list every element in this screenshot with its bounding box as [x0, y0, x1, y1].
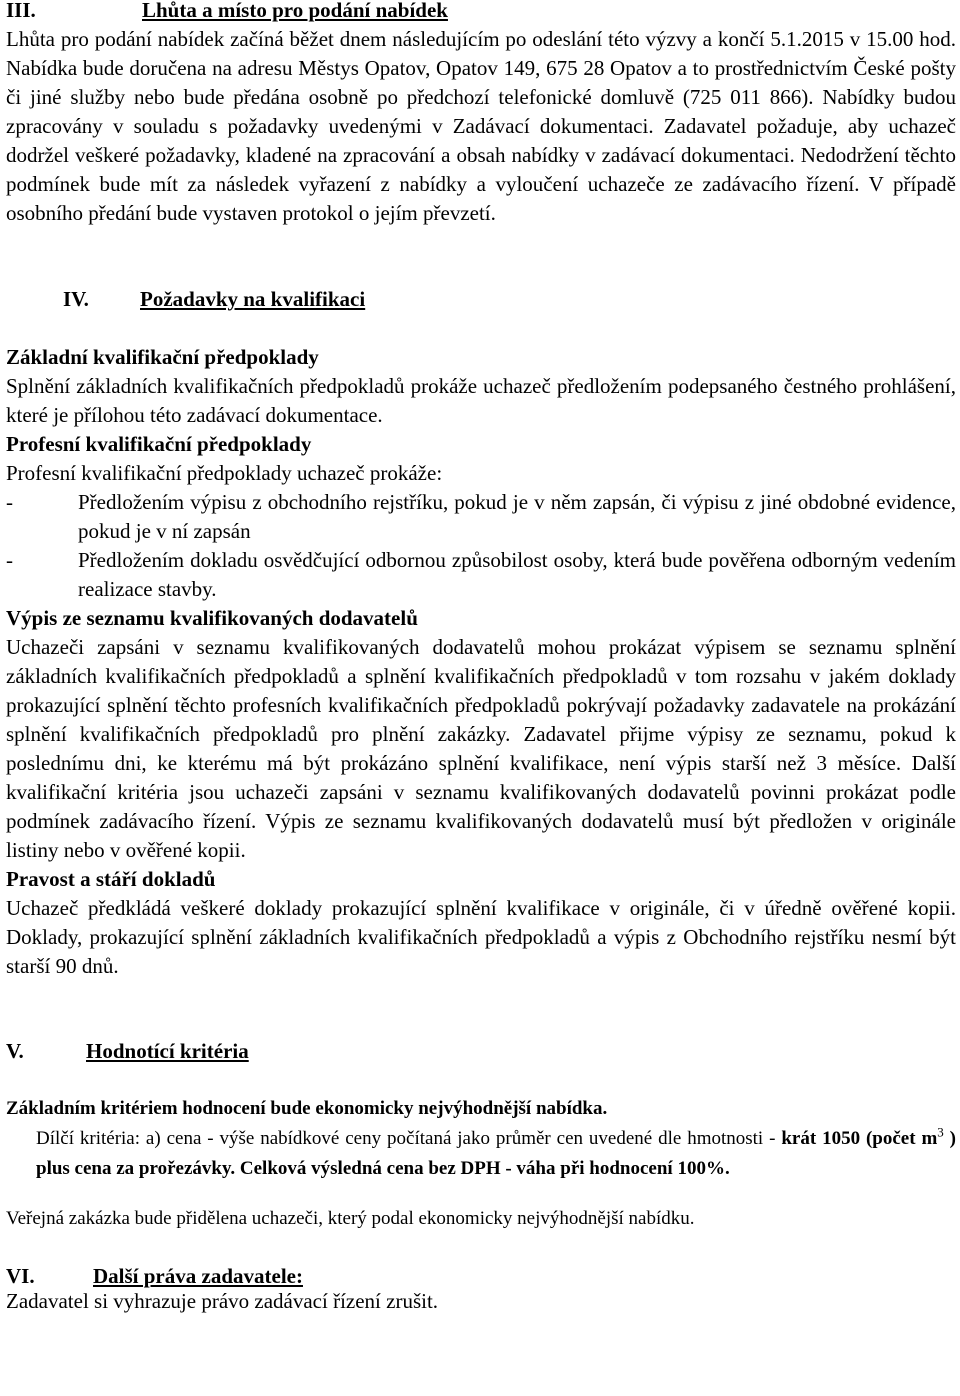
deadline-paragraph: Lhůta pro podání nabídek začíná běžet dnem následujícím po odeslání této výzvy a končí 5.1.2015 v 15.00 hod. Nabídka bude doručena na adresu Městys Opatov, Opatov 149, 675 28 Opatov a to prostřednictvím České pošty či jiné služby nebo bude předána osobně po předchozí telefonické domluvě (725 011 866). Nabídky budou zpracovány v souladu s požadavky uvedenými v Zadávací dokumentaci. Zadavatel požaduje, aby uchazeč dodržel veškeré požadavky, kladené na zpracování a obsah nabídky v zadávací dokumentaci. Nedodržení těchto podmínek bude mít za následek vyřazení z nabídky a vyloučení uchazeče ze zadávacího řízení. V případě osobního předání bude vystaven protokol o jejím převzetí. [6, 27, 956, 225]
section-title: Hodnotící kritéria [86, 1039, 249, 1063]
section-4-heading [6, 285, 956, 314]
professional-qualification-intro: Profesní kvalifikační předpoklady uchazeč prokáže: [6, 461, 443, 485]
dash-bullet: - [6, 548, 13, 572]
section-number: IV. [63, 287, 89, 311]
professional-qualification-heading: Profesní kvalifikační předpoklady [6, 432, 312, 456]
basic-qualification-heading: Základní kvalifikační předpoklady [6, 345, 319, 369]
section-title: Požadavky na kvalifikaci [140, 287, 366, 311]
list-item-text: Předložením výpisu z obchodního rejstříku, pokud je v něm zapsán, či výpisu z jiné obdobné evidence, pokud je v ní zapsán [78, 490, 956, 543]
document-authenticity-text: Uchazeč předkládá veškeré doklady prokazující splnění kvalifikace v originále, či v úředně ověřené kopii. Doklady, prokazující splnění základních kvalifikačních předpokladů a výpis z Obchodního rejstříku nesmí být starší 90 dnů. [6, 896, 956, 978]
section-title: Lhůta a místo pro podání nabídek [142, 0, 448, 22]
qualified-suppliers-text: Uchazeči zapsáni v seznamu kvalifikovaných dodavatelů mohou prokázat výpisem se seznamu splnění základních kvalifikačních předpokladů a splnění kvalifikačních předpokladů v tom rozsahu v jakém doklady prokazující splnění těchto profesních kvalifikačních předpokladů pokrývají požadavky zadavatele na prokázání splnění kvalifikačních předpokladů pro plnění zakázky. Zadavatel přijme výpisy ze seznamu, pokud k poslednímu dni, ke kterému má být prokázáno splnění kvalifikace, není výpis starší než 3 měsíce. Další kvalifikační kritéria jsou uchazeči zapsáni v seznamu kvalifikovaných dodavatelů povinni prokázat podle podmínek zadávacího řízení. Výpis ze seznamu kvalifikovaných dodavatelů musí být předložen v originále listiny nebo v ověřené kopii. [6, 635, 956, 862]
section-number: VI. [6, 1264, 35, 1288]
list-item [6, 488, 956, 546]
basic-qualification-text: Splnění základních kvalifikačních předpokladů prokáže uchazeč předložením podepsaného čestného prohlášení, které je přílohou této zadávací dokumentace. [6, 374, 956, 427]
dash-bullet: - [6, 490, 13, 514]
partial-criteria-prefix: Dílčí kritéria: a) cena - výše nabídkové ceny počítaná jako průměr cen uvedené dle hmotnosti - [36, 1128, 776, 1149]
document-page [6, 0, 956, 1316]
rights-text: Zadavatel si vyhrazuje právo zadávací řízení zrušit. [6, 1289, 439, 1313]
qualified-suppliers-heading: Výpis ze seznamu kvalifikovaných dodavatelů [6, 606, 418, 630]
partial-criteria-bold-a: krát 1050 (počet m [781, 1128, 938, 1149]
partial-criteria-bold-b: ) plus cena za prořezávky. Celková výsledná cena bez DPH - váha při hodnocení 100%. [36, 1128, 957, 1179]
award-statement: Veřejná zakázka bude přidělena uchazeči, který podal ekonomicky nejvýhodnější nabídku. [6, 1208, 695, 1229]
document-authenticity-heading: Pravost a stáří dokladů [6, 867, 216, 891]
main-criterion: Základním kritériem hodnocení bude ekonomicky nejvýhodnější nabídka. [6, 1098, 608, 1119]
section-number: III. [6, 0, 36, 22]
cubic-superscript: 3 [937, 1124, 944, 1140]
section-number: V. [6, 1039, 24, 1063]
section-3-heading [6, 0, 956, 25]
list-item-text: Předložením dokladu osvědčující odbornou způsobilost osoby, která bude pověřena odborným vedením realizace stavby. [78, 548, 956, 601]
list-item [6, 546, 956, 604]
partial-criteria [6, 1124, 956, 1184]
section-5-heading [6, 1037, 956, 1066]
section-title: Další práva zadavatele: [93, 1264, 303, 1288]
